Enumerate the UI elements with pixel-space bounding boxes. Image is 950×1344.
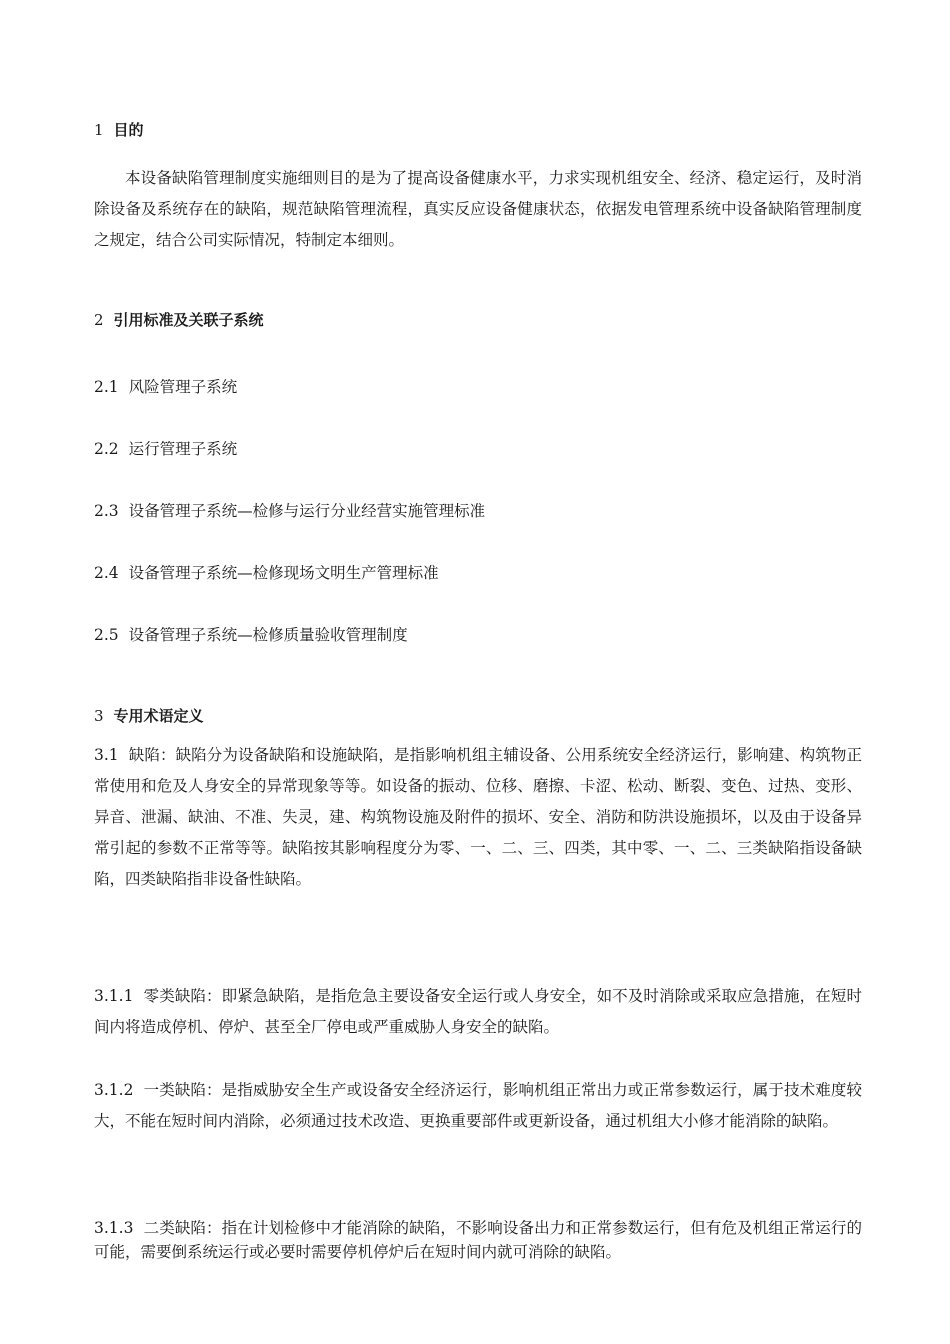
- item-text: 运行管理子系统: [128, 440, 238, 458]
- definition-3-1-1: [94, 981, 862, 1043]
- clause-text: 缺陷：缺陷分为设备缺陷和设施缺陷，是指影响机组主辅设备、公用系统安全经济运行，影响建、构筑物正常使用和危及人身安全的异常现象等等。如设备的振动、位移、磨擦、卡涩、松动、断裂、变色、过热、变形、异音、泄漏、缺油、不准、失灵，建、构筑物设施及附件的损坏、安全、消防和防洪设施损坏，以及由于设备异常引起的参数不正常等等。缺陷按其影响程度分为零、一、二、三、四类，其中零、一、二、三类缺陷指设备缺陷，四类缺陷指非设备性缺陷。: [94, 746, 862, 888]
- clause-text: 一类缺陷：是指威胁安全生产或设备安全经济运行，影响机组正常出力或正常参数运行，属于技术难度较大，不能在短时间内消除，必须通过技术改造、更换重要部件或更新设备，通过机组大小修才能消除的缺陷。: [94, 1081, 862, 1130]
- reference-item-2-4: [94, 563, 862, 583]
- section-2-heading: [94, 310, 862, 330]
- section-3-heading: [94, 706, 862, 726]
- reference-item-2-2: [94, 439, 862, 459]
- definition-3-1-3: [94, 1216, 862, 1264]
- section-number: 3: [94, 707, 104, 725]
- reference-item-2-3: [94, 501, 862, 521]
- clause-number: 3.1: [94, 746, 119, 764]
- definition-3-1: [94, 740, 862, 895]
- item-number: 2.5: [94, 626, 119, 644]
- section-number: 1: [94, 121, 104, 139]
- clause-number: 3.1.3: [94, 1219, 134, 1237]
- reference-item-2-1: [94, 377, 862, 397]
- item-text: 设备管理子系统—检修与运行分业经营实施管理标准: [128, 502, 486, 520]
- item-number: 2.3: [94, 502, 119, 520]
- reference-item-2-5: [94, 625, 862, 645]
- section-number: 2: [94, 311, 104, 329]
- clause-number: 3.1.2: [94, 1081, 134, 1099]
- item-number: 2.4: [94, 564, 119, 582]
- item-number: 2.1: [94, 378, 119, 396]
- section-title: 引用标准及关联子系统: [113, 311, 264, 329]
- item-number: 2.2: [94, 440, 119, 458]
- section-1-heading: [94, 120, 862, 140]
- item-text: 设备管理子系统—检修现场文明生产管理标准: [128, 564, 439, 582]
- section-title: 专用术语定义: [113, 707, 204, 725]
- definition-3-1-2: [94, 1075, 862, 1137]
- clause-text: 二类缺陷：指在计划检修中才能消除的缺陷，不影响设备出力和正常参数运行，但有危及机组正常运行的可能，需要倒系统运行或必要时需要停机停炉后在短时间内就可消除的缺陷。: [94, 1219, 862, 1261]
- item-text: 风险管理子系统: [128, 378, 238, 396]
- section-title: 目的: [113, 121, 144, 139]
- clause-number: 3.1.1: [94, 987, 134, 1005]
- clause-text: 零类缺陷：即紧急缺陷，是指危急主要设备安全运行或人身安全，如不及时消除或采取应急措施，在短时间内将造成停机、停炉、甚至全厂停电或严重威胁人身安全的缺陷。: [94, 987, 862, 1036]
- item-text: 设备管理子系统—检修质量验收管理制度: [128, 626, 408, 644]
- purpose-paragraph: 本设备缺陷管理制度实施细则目的是为了提高设备健康水平，力求实现机组安全、经济、稳定运行，及时消除设备及系统存在的缺陷，规范缺陷管理流程，真实反应设备健康状态，依据发电管理系统中设备缺陷管理制度之规定，结合公司实际情况，特制定本细则。: [94, 169, 862, 249]
